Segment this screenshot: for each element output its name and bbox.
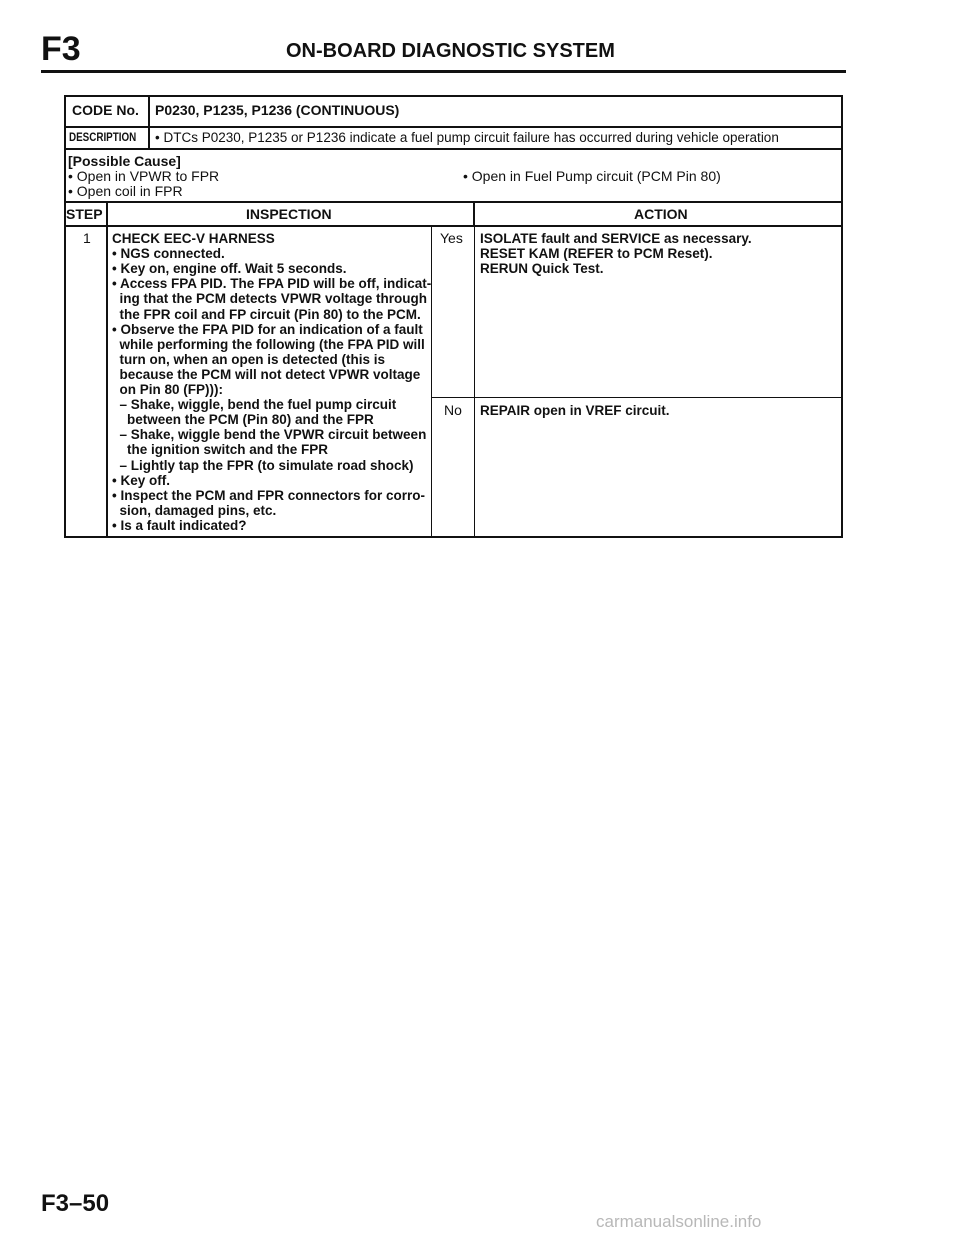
- inspection-line: ing that the PCM detects VPWR voltage through: [112, 291, 428, 307]
- inspection-line: – Lightly tap the FPR (to simulate road shock): [112, 457, 414, 473]
- divider-action-header: [473, 201, 475, 225]
- inspection-line: – Shake, wiggle bend the VPWR circuit between: [112, 427, 427, 443]
- yes-label: Yes: [440, 230, 463, 246]
- code-label: CODE No.: [72, 102, 139, 118]
- description-label: DESCRIPTION: [69, 130, 137, 144]
- header-rule: [41, 70, 846, 73]
- inspection-line: • Is a fault indicated?: [112, 517, 247, 533]
- inspection-line: between the PCM (Pin 80) and the FPR: [112, 412, 374, 428]
- possible-cause-heading: [Possible Cause]: [68, 153, 181, 169]
- yes-action-line: ISOLATE fault and SERVICE as necessary.: [480, 231, 752, 246]
- yes-action-line: RESET KAM (REFER to PCM Reset).: [480, 246, 713, 261]
- divider-cause: [64, 201, 843, 203]
- step-number: 1: [83, 230, 91, 246]
- no-label: No: [444, 402, 462, 418]
- inspection-line: the ignition switch and the FPR: [112, 442, 328, 458]
- inspection-line: • Key off.: [112, 472, 170, 488]
- section-code: F3: [41, 30, 81, 68]
- action-header: ACTION: [634, 206, 688, 222]
- inspection-line: CHECK EEC-V HARNESS: [112, 231, 275, 246]
- watermark: carmanualsonline.info: [596, 1212, 762, 1231]
- inspection-line: • Inspect the PCM and FPR connectors for corro-: [112, 487, 426, 503]
- divider-yes-no: [431, 397, 843, 398]
- no-action-line: REPAIR open in VREF circuit.: [480, 403, 670, 418]
- divider-description: [64, 148, 843, 150]
- inspection-line: • Key on, engine off. Wait 5 seconds.: [112, 261, 347, 277]
- cause-item: • Open in Fuel Pump circuit (PCM Pin 80): [463, 168, 721, 184]
- inspection-header: INSPECTION: [246, 206, 332, 222]
- page-number: F3–50: [41, 1190, 110, 1217]
- divider-code-label: [148, 95, 150, 148]
- inspection-line: • NGS connected.: [112, 246, 225, 262]
- divider-step-col: [106, 201, 108, 538]
- yes-action-line: RERUN Quick Test.: [480, 261, 604, 276]
- divider-inspection-col: [431, 225, 432, 538]
- inspection-line: – Shake, wiggle, bend the fuel pump circuit: [112, 397, 397, 413]
- divider-code: [64, 126, 843, 128]
- page-title: ON-BOARD DIAGNOSTIC SYSTEM: [286, 40, 615, 62]
- cause-item: • Open coil in FPR: [68, 183, 183, 199]
- inspection-line: on Pin 80 (FP))):: [112, 382, 223, 397]
- code-value: P0230, P1235, P1236 (CONTINUOUS): [155, 102, 400, 118]
- inspection-line: while performing the following (the FPA PID will: [112, 336, 425, 352]
- divider-result-col: [474, 225, 475, 538]
- inspection-line: • Access FPA PID. The FPA PID will be off, indicat-: [112, 276, 432, 292]
- step-header: STEP: [66, 206, 103, 222]
- inspection-line: sion, damaged pins, etc.: [112, 502, 277, 518]
- description-value: • DTCs P0230, P1235 or P1236 indicate a fuel pump circuit failure has occurred during vehicle operation: [155, 130, 779, 145]
- inspection-line: • Observe the FPA PID for an indication of a fault: [112, 321, 423, 337]
- divider-header: [64, 225, 843, 227]
- inspection-line: because the PCM will not detect VPWR voltage: [112, 366, 421, 382]
- cause-item: • Open in VPWR to FPR: [68, 168, 220, 184]
- inspection-line: turn on, when an open is detected (this is: [112, 351, 386, 367]
- inspection-line: the FPR coil and FP circuit (Pin 80) to the PCM.: [112, 306, 421, 322]
